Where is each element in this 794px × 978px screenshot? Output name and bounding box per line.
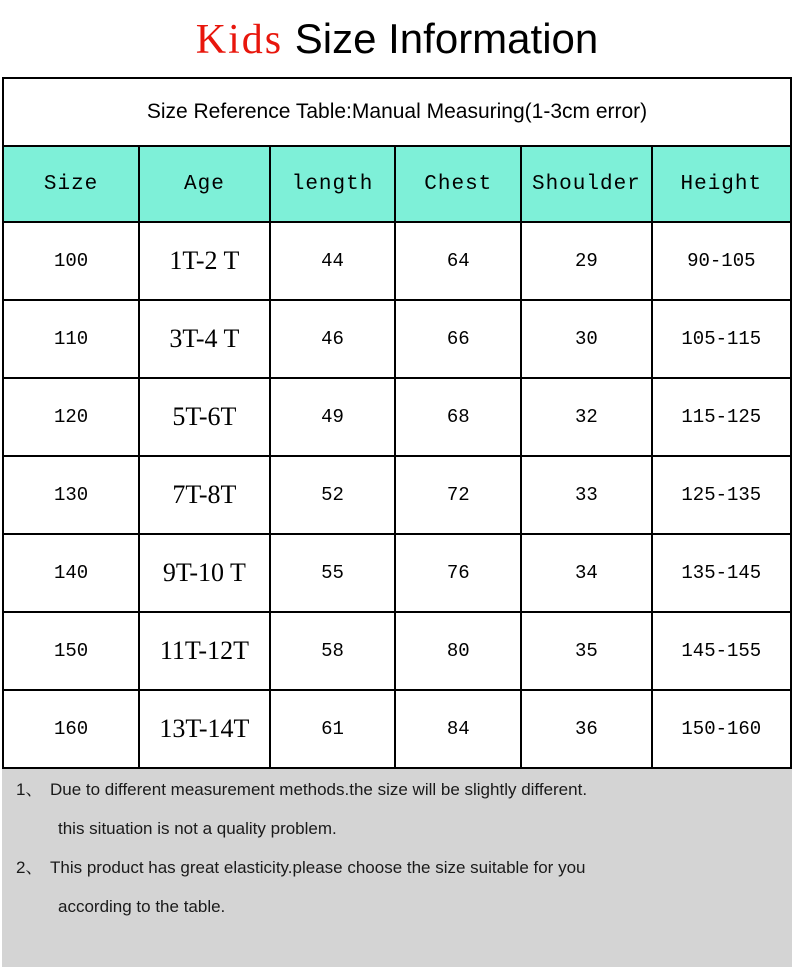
cell-chest: 66 — [395, 300, 521, 378]
cell-length: 61 — [270, 690, 396, 768]
cell-size: 140 — [4, 534, 139, 612]
cell-size: 160 — [4, 690, 139, 768]
column-header-height: Height — [652, 146, 790, 222]
title-rest: Size Information — [283, 15, 599, 62]
cell-chest: 72 — [395, 456, 521, 534]
cell-length: 58 — [270, 612, 396, 690]
note-item — [2, 859, 792, 876]
note-number: 1、 — [16, 780, 43, 799]
note-item-continuation: according to the table. — [58, 897, 226, 916]
cell-length: 55 — [270, 534, 396, 612]
column-header-age: Age — [139, 146, 269, 222]
cell-length: 52 — [270, 456, 396, 534]
cell-chest: 84 — [395, 690, 521, 768]
column-header-length: length — [270, 146, 396, 222]
table-row — [4, 222, 790, 300]
note-item — [2, 781, 792, 798]
table-row — [4, 378, 790, 456]
cell-chest: 80 — [395, 612, 521, 690]
table-row — [4, 456, 790, 534]
cell-height: 145-155 — [652, 612, 790, 690]
title-highlight: Kids — [195, 17, 284, 63]
cell-shoulder: 36 — [521, 690, 651, 768]
table-row — [4, 300, 790, 378]
cell-age: 1T-2 T — [139, 222, 269, 300]
cell-height: 105-115 — [652, 300, 790, 378]
column-header-chest: Chest — [395, 146, 521, 222]
cell-shoulder: 33 — [521, 456, 651, 534]
cell-age: 5T-6T — [139, 378, 269, 456]
cell-size: 150 — [4, 612, 139, 690]
note-item-continuation: this situation is not a quality problem. — [58, 819, 337, 838]
cell-chest: 64 — [395, 222, 521, 300]
cell-height: 125-135 — [652, 456, 790, 534]
table-caption: Size Reference Table:Manual Measuring(1-3cm error) — [4, 79, 790, 146]
cell-chest: 76 — [395, 534, 521, 612]
page-title — [0, 0, 794, 77]
cell-shoulder: 35 — [521, 612, 651, 690]
cell-length: 44 — [270, 222, 396, 300]
note-text: Due to different measurement methods.the size will be slightly different. — [50, 780, 588, 799]
cell-shoulder: 29 — [521, 222, 651, 300]
cell-size: 100 — [4, 222, 139, 300]
table-caption-row — [4, 79, 790, 146]
size-table — [4, 79, 790, 769]
cell-age: 13T-14T — [139, 690, 269, 768]
table-row — [4, 534, 790, 612]
cell-shoulder: 30 — [521, 300, 651, 378]
cell-length: 46 — [270, 300, 396, 378]
note-number: 2、 — [16, 858, 43, 877]
cell-age: 7T-8T — [139, 456, 269, 534]
cell-size: 110 — [4, 300, 139, 378]
size-table-container — [2, 77, 792, 769]
notes-section — [2, 769, 792, 967]
cell-chest: 68 — [395, 378, 521, 456]
table-header-row — [4, 146, 790, 222]
table-row — [4, 612, 790, 690]
table-row — [4, 690, 790, 768]
cell-size: 120 — [4, 378, 139, 456]
column-header-shoulder: Shoulder — [521, 146, 651, 222]
cell-shoulder: 34 — [521, 534, 651, 612]
note-text: This product has great elasticity.please choose the size suitable for you — [50, 858, 586, 877]
cell-age: 11T-12T — [139, 612, 269, 690]
cell-age: 9T-10 T — [139, 534, 269, 612]
cell-height: 135-145 — [652, 534, 790, 612]
column-header-size: Size — [4, 146, 139, 222]
cell-height: 90-105 — [652, 222, 790, 300]
cell-size: 130 — [4, 456, 139, 534]
cell-shoulder: 32 — [521, 378, 651, 456]
cell-height: 115-125 — [652, 378, 790, 456]
cell-age: 3T-4 T — [139, 300, 269, 378]
cell-length: 49 — [270, 378, 396, 456]
cell-height: 150-160 — [652, 690, 790, 768]
